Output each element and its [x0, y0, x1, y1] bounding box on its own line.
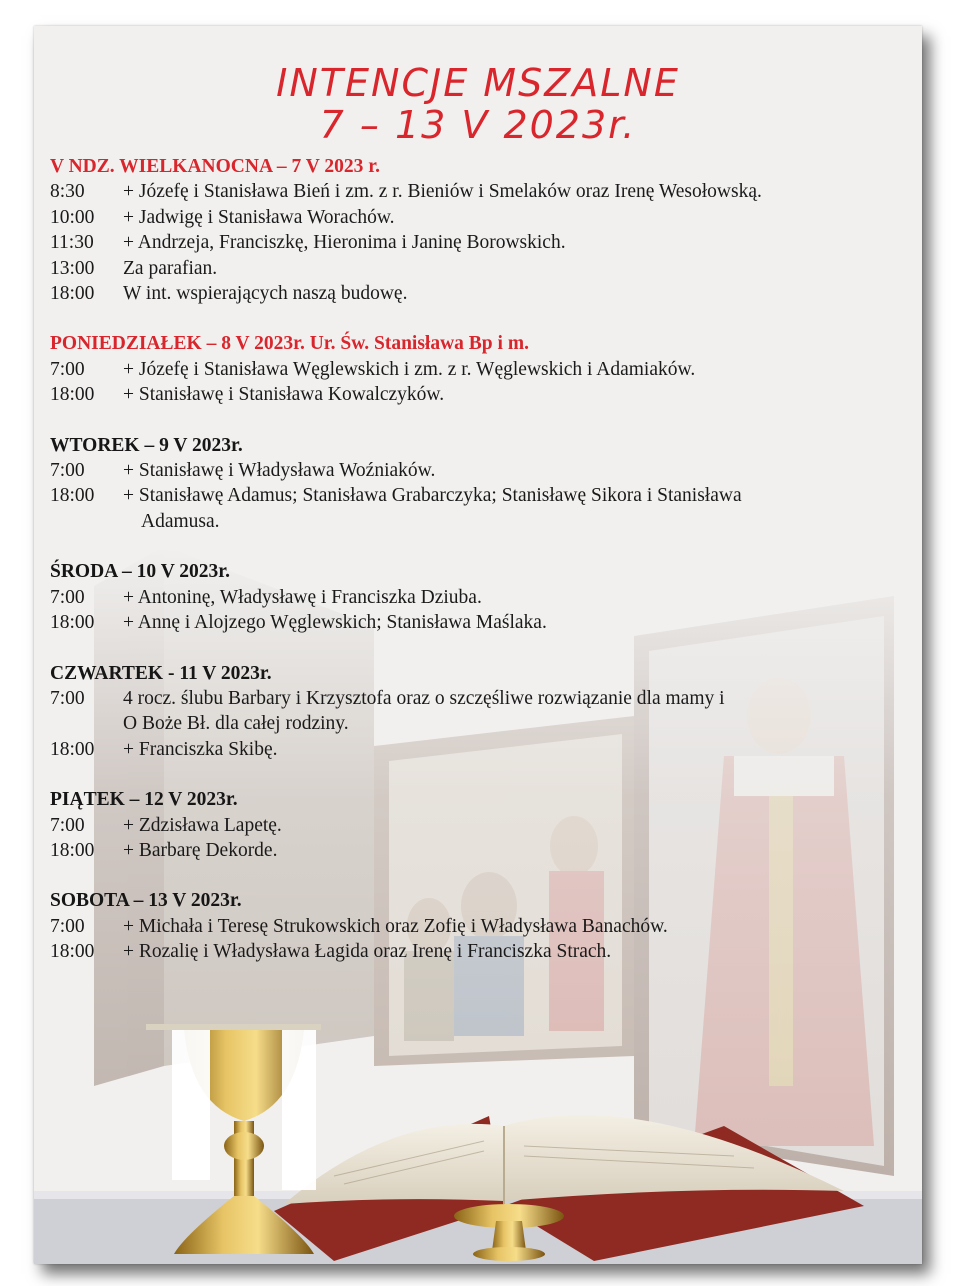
mass-time: 18:00	[50, 384, 95, 406]
list-item	[50, 585, 916, 610]
list-item	[50, 256, 916, 281]
day-title: CZWARTEK - 11 V 2023r.	[50, 662, 272, 684]
list-item	[50, 458, 916, 483]
mass-intention: + Michała i Teresę Strukowskich oraz Zofię i Władysława Banachów.	[123, 915, 668, 937]
list-item	[50, 737, 916, 762]
mass-intention: 4 rocz. ślubu Barbary i Krzysztofa oraz o szczęśliwe rozwiązanie dla mamy i	[123, 687, 725, 709]
mass-time: 7:00	[50, 915, 85, 937]
list-item	[50, 230, 916, 255]
list-item	[50, 179, 916, 204]
list-item	[50, 382, 916, 407]
mass-intention: + Antoninę, Władysławę i Franciszka Dziuba.	[123, 586, 482, 608]
day-title: PONIEDZIAŁEK – 8 V 2023r. Ur. Św. Stanisława Bp i m.	[50, 333, 529, 355]
mass-intention: + Józefę i Stanisława Węglewskich i zm. z r. Węglewskich i Adamiaków.	[123, 358, 696, 380]
title-line-2: 7 – 13 V 2023r.	[319, 103, 637, 147]
list-item	[50, 813, 916, 838]
day-thursday	[50, 661, 916, 763]
list-item	[50, 610, 916, 635]
mass-intention: + Stanisławę Adamus; Stanisława Grabarczyka; Stanisławę Sikora i Stanisława	[123, 485, 742, 507]
list-item	[50, 686, 916, 711]
day-title: WTOREK – 9 V 2023r.	[50, 434, 243, 456]
list-item	[50, 838, 916, 863]
list-item-continuation	[50, 509, 916, 534]
schedule	[50, 154, 916, 990]
mass-intention: + Zdzisława Lapetę.	[123, 814, 282, 836]
mass-intention: + Józefę i Stanisława Bień i zm. z r. Bieniów i Smelaków oraz Irenę Wesołowską.	[123, 181, 762, 203]
mass-intention-continuation: O Boże Bł. dla całej rodziny.	[123, 713, 349, 735]
mass-time: 10:00	[50, 206, 95, 228]
mass-time: 13:00	[50, 257, 95, 279]
list-item	[50, 939, 916, 964]
mass-time: 7:00	[50, 586, 85, 608]
list-item	[50, 357, 916, 382]
mass-time: 8:30	[50, 181, 85, 203]
mass-intention-continuation: Adamusa.	[141, 510, 220, 532]
mass-intention: + Stanisławę i Stanisława Kowalczyków.	[123, 384, 445, 406]
mass-intention: + Rozalię i Władysława Łagida oraz Irenę i Franciszka Strach.	[123, 941, 612, 963]
mass-time: 18:00	[50, 941, 95, 963]
mass-time: 18:00	[50, 839, 95, 861]
day-title: PIĄTEK – 12 V 2023r.	[50, 789, 238, 811]
list-item	[50, 483, 916, 508]
paper-sheet	[34, 26, 922, 1264]
mass-intention: + Annę i Alojzego Węglewskich; Stanisława Maślaka.	[123, 612, 547, 634]
mass-intention: Za parafian.	[123, 257, 218, 279]
day-title: V NDZ. WIELKANOCNA – 7 V 2023 r.	[50, 156, 380, 177]
day-friday	[50, 787, 916, 863]
day-wednesday	[50, 559, 916, 635]
mass-intention: + Stanisławę i Władysława Woźniaków.	[123, 460, 436, 482]
mass-time: 7:00	[50, 814, 85, 836]
mass-intention: W int. wspierających naszą budowę.	[123, 283, 408, 305]
day-saturday	[50, 888, 916, 964]
mass-time: 18:00	[50, 612, 95, 634]
mass-time: 7:00	[50, 460, 85, 482]
list-item	[50, 205, 916, 230]
mass-time: 18:00	[50, 485, 95, 507]
title-line-1: INTENCJE MSZALNE	[276, 61, 680, 105]
mass-intention: + Barbarę Dekorde.	[123, 839, 278, 861]
list-item	[50, 281, 916, 306]
mass-time: 18:00	[50, 738, 95, 760]
mass-time: 7:00	[50, 358, 85, 380]
mass-time: 7:00	[50, 687, 85, 709]
mass-time: 18:00	[50, 283, 95, 305]
list-item-continuation	[50, 711, 916, 736]
day-title: SOBOTA – 13 V 2023r.	[50, 890, 242, 912]
day-title: ŚRODA – 10 V 2023r.	[50, 561, 231, 583]
mass-intention: + Andrzeja, Franciszkę, Hieronima i Janinę Borowskich.	[123, 232, 566, 254]
day-sunday	[50, 154, 916, 306]
day-monday	[50, 331, 916, 407]
mass-intention: + Franciszka Skibę.	[123, 738, 278, 760]
mass-time: 11:30	[50, 232, 94, 254]
list-item	[50, 914, 916, 939]
page-title	[34, 62, 922, 146]
day-tuesday	[50, 433, 916, 535]
mass-intention: + Jadwigę i Stanisława Worachów.	[123, 206, 395, 228]
